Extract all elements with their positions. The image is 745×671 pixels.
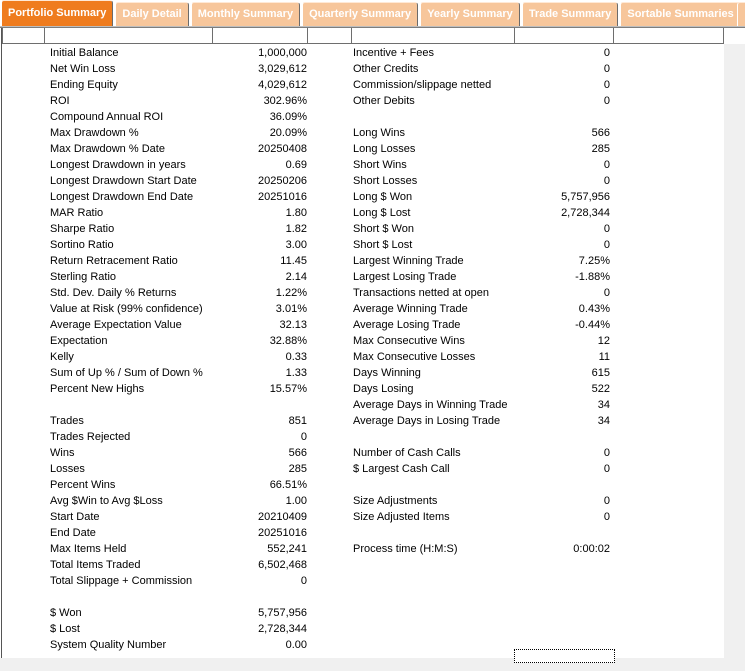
left-label: Sum of Up % / Sum of Down % bbox=[50, 367, 203, 379]
right-value: 0.43% bbox=[578, 303, 610, 315]
left-value: 0.69 bbox=[285, 159, 307, 171]
right-label: Transactions netted at open bbox=[353, 287, 489, 299]
header-cell bbox=[308, 28, 352, 44]
summary-row bbox=[0, 429, 745, 445]
left-label: Avg $Win to Avg $Loss bbox=[50, 495, 163, 507]
summary-row bbox=[0, 349, 745, 365]
tab-sortable-summaries[interactable]: Sortable Summaries bbox=[620, 2, 740, 26]
summary-row bbox=[0, 365, 745, 381]
right-value: -1.88% bbox=[575, 271, 610, 283]
right-value: 0 bbox=[603, 463, 610, 475]
right-label: $ Largest Cash Call bbox=[353, 463, 450, 475]
left-value: 1.82 bbox=[285, 223, 307, 235]
right-value: 5,757,956 bbox=[561, 191, 610, 203]
right-label: Short Wins bbox=[353, 159, 407, 171]
left-label: Initial Balance bbox=[50, 47, 119, 59]
tab-overflow-sliver[interactable] bbox=[737, 2, 745, 26]
summary-row bbox=[0, 445, 745, 461]
left-label: Percent Wins bbox=[50, 479, 116, 491]
summary-row bbox=[0, 253, 745, 269]
right-label: Incentive + Fees bbox=[353, 47, 435, 59]
left-label: Start Date bbox=[50, 511, 100, 523]
summary-row bbox=[0, 109, 745, 125]
left-label: Max Items Held bbox=[50, 543, 127, 555]
left-value: 1.00 bbox=[285, 495, 307, 507]
right-label: Commission/slippage netted bbox=[353, 79, 492, 91]
left-label: Expectation bbox=[50, 335, 108, 347]
right-value: 34 bbox=[597, 415, 610, 427]
left-label: Kelly bbox=[50, 351, 74, 363]
left-value: 36.09% bbox=[269, 111, 307, 123]
left-value: 1.22% bbox=[275, 287, 307, 299]
right-value: 285 bbox=[591, 143, 610, 155]
summary-row bbox=[0, 413, 745, 429]
right-margin-panel bbox=[724, 44, 745, 658]
left-value: 32.88% bbox=[269, 335, 307, 347]
left-label: Average Expectation Value bbox=[50, 319, 182, 331]
right-label: Short $ Lost bbox=[353, 239, 413, 251]
left-value: 11.45 bbox=[280, 255, 307, 267]
tab-yearly-summary[interactable]: Yearly Summary bbox=[420, 2, 520, 26]
left-value: 0 bbox=[300, 431, 307, 443]
summary-row bbox=[0, 93, 745, 109]
tab-daily-detail[interactable]: Daily Detail bbox=[115, 2, 188, 26]
header-cell bbox=[614, 28, 724, 44]
left-label: Trades Rejected bbox=[50, 431, 131, 443]
right-label: Long $ Won bbox=[353, 191, 413, 203]
left-label: $ Lost bbox=[50, 623, 80, 635]
focus-selection-box[interactable] bbox=[514, 649, 615, 663]
right-label: Process time (H:M:S) bbox=[353, 543, 458, 555]
summary-row bbox=[0, 493, 745, 509]
summary-row bbox=[0, 285, 745, 301]
left-label: Ending Equity bbox=[50, 79, 118, 91]
right-label: Average Losing Trade bbox=[353, 319, 461, 331]
right-label: Long Losses bbox=[353, 143, 416, 155]
left-value: 285 bbox=[288, 463, 307, 475]
bottom-margin-panel bbox=[0, 658, 745, 671]
summary-row bbox=[0, 509, 745, 525]
right-label: Long Wins bbox=[353, 127, 405, 139]
summary-row bbox=[0, 461, 745, 477]
summary-row bbox=[0, 573, 745, 589]
left-value: 20251016 bbox=[258, 191, 307, 203]
left-label: Longest Drawdown in years bbox=[50, 159, 186, 171]
right-label: Size Adjustments bbox=[353, 495, 438, 507]
left-label: Longest Drawdown Start Date bbox=[50, 175, 197, 187]
left-value: 6,502,468 bbox=[258, 559, 307, 571]
left-value: 1.33 bbox=[285, 367, 307, 379]
header-cell bbox=[2, 28, 45, 44]
left-label: Max Drawdown % Date bbox=[50, 143, 165, 155]
right-label: Average Winning Trade bbox=[353, 303, 468, 315]
right-label: Max Consecutive Wins bbox=[353, 335, 465, 347]
right-label: Max Consecutive Losses bbox=[353, 351, 476, 363]
right-value: 0 bbox=[603, 175, 610, 187]
summary-row bbox=[0, 397, 745, 413]
left-label: $ Won bbox=[50, 607, 82, 619]
right-value: 0:00:02 bbox=[573, 543, 610, 555]
left-value: 20250206 bbox=[258, 175, 307, 187]
summary-row bbox=[0, 189, 745, 205]
right-value: 0 bbox=[603, 287, 610, 299]
left-label: Total Slippage + Commission bbox=[50, 575, 193, 587]
summary-row bbox=[0, 173, 745, 189]
left-value: 20250408 bbox=[258, 143, 307, 155]
summary-row bbox=[0, 157, 745, 173]
right-label: Size Adjusted Items bbox=[353, 511, 450, 523]
left-value: 851 bbox=[288, 415, 307, 427]
left-value: 4,029,612 bbox=[258, 79, 307, 91]
summary-row bbox=[0, 45, 745, 61]
summary-row bbox=[0, 77, 745, 93]
left-value: 15.57% bbox=[269, 383, 307, 395]
left-value: 66.51% bbox=[269, 479, 307, 491]
left-value: 3,029,612 bbox=[258, 63, 307, 75]
left-value: 566 bbox=[288, 447, 307, 459]
left-value: 3.01% bbox=[275, 303, 307, 315]
right-label: Average Days in Losing Trade bbox=[353, 415, 501, 427]
left-value: 20210409 bbox=[258, 511, 307, 523]
left-value: 1.80 bbox=[285, 207, 307, 219]
right-value: 0 bbox=[603, 63, 610, 75]
left-label: Std. Dev. Daily % Returns bbox=[50, 287, 177, 299]
left-value: 2,728,344 bbox=[258, 623, 307, 635]
tab-monthly-summary[interactable]: Monthly Summary bbox=[191, 2, 300, 26]
left-value: 20.09% bbox=[269, 127, 307, 139]
right-label: Days Winning bbox=[353, 367, 421, 379]
left-label: Compound Annual ROI bbox=[50, 111, 164, 123]
left-label: MAR Ratio bbox=[50, 207, 104, 219]
summary-row bbox=[0, 125, 745, 141]
left-value: 2.14 bbox=[285, 271, 307, 283]
tab-quarterly-summary[interactable]: Quarterly Summary bbox=[302, 2, 418, 26]
summary-row bbox=[0, 477, 745, 493]
left-label: Losses bbox=[50, 463, 85, 475]
right-value: 615 bbox=[591, 367, 610, 379]
tab-portfolio-summary[interactable]: Portfolio Summary bbox=[1, 0, 113, 26]
right-value: 0 bbox=[603, 47, 610, 59]
right-value: 566 bbox=[591, 127, 610, 139]
tab-bar bbox=[0, 0, 745, 26]
right-label: Number of Cash Calls bbox=[353, 447, 461, 459]
left-label: Total Items Traded bbox=[50, 559, 141, 571]
left-value: 3.00 bbox=[285, 239, 307, 251]
left-value: 302.96% bbox=[263, 95, 307, 107]
right-label: Short Losses bbox=[353, 175, 418, 187]
right-value: 0 bbox=[603, 79, 610, 91]
left-label: Sortino Ratio bbox=[50, 239, 114, 251]
left-value: 1,000,000 bbox=[258, 47, 307, 59]
left-label: Wins bbox=[50, 447, 75, 459]
right-label: Other Debits bbox=[353, 95, 415, 107]
right-label: Long $ Lost bbox=[353, 207, 411, 219]
right-value: -0.44% bbox=[575, 319, 610, 331]
left-label: Max Drawdown % bbox=[50, 127, 139, 139]
summary-row bbox=[0, 61, 745, 77]
summary-row bbox=[0, 317, 745, 333]
right-value: 12 bbox=[597, 335, 610, 347]
left-label: Sharpe Ratio bbox=[50, 223, 115, 235]
summary-table bbox=[0, 45, 745, 653]
summary-row bbox=[0, 589, 745, 605]
left-value: 20251016 bbox=[258, 527, 307, 539]
right-value: 34 bbox=[597, 399, 610, 411]
header-cell bbox=[352, 28, 515, 44]
right-label: Short $ Won bbox=[353, 223, 414, 235]
summary-row bbox=[0, 525, 745, 541]
right-value: 0 bbox=[603, 159, 610, 171]
right-value: 0 bbox=[603, 495, 610, 507]
right-label: Largest Winning Trade bbox=[353, 255, 464, 267]
right-label: Days Losing bbox=[353, 383, 414, 395]
left-value: 5,757,956 bbox=[258, 607, 307, 619]
left-label: Sterling Ratio bbox=[50, 271, 117, 283]
header-cell bbox=[45, 28, 213, 44]
right-value: 2,728,344 bbox=[561, 207, 610, 219]
right-value: 0 bbox=[603, 511, 610, 523]
left-value: 552,241 bbox=[267, 543, 307, 555]
right-value: 11 bbox=[598, 351, 610, 363]
summary-row bbox=[0, 621, 745, 637]
left-value: 0.00 bbox=[285, 639, 307, 651]
summary-row bbox=[0, 557, 745, 573]
summary-row bbox=[0, 637, 745, 653]
left-label: Trades bbox=[50, 415, 84, 427]
summary-row bbox=[0, 221, 745, 237]
left-label: Longest Drawdown End Date bbox=[50, 191, 194, 203]
right-label: Average Days in Winning Trade bbox=[353, 399, 508, 411]
right-value: 0 bbox=[603, 223, 610, 235]
right-value: 0 bbox=[603, 95, 610, 107]
left-label: Return Retracement Ratio bbox=[50, 255, 178, 267]
summary-row bbox=[0, 333, 745, 349]
summary-row bbox=[0, 381, 745, 397]
summary-row bbox=[0, 541, 745, 557]
left-label: Value at Risk (99% confidence) bbox=[50, 303, 203, 315]
right-value: 0 bbox=[603, 447, 610, 459]
right-value: 522 bbox=[591, 383, 610, 395]
summary-row bbox=[0, 205, 745, 221]
summary-row bbox=[0, 301, 745, 317]
summary-row bbox=[0, 141, 745, 157]
right-label: Other Credits bbox=[353, 63, 419, 75]
left-label: End Date bbox=[50, 527, 96, 539]
left-label: Net Win Loss bbox=[50, 63, 116, 75]
header-cell bbox=[515, 28, 614, 44]
right-value: 0 bbox=[603, 239, 610, 251]
grid-header-row bbox=[2, 28, 724, 44]
right-label: Largest Losing Trade bbox=[353, 271, 457, 283]
left-value: 0 bbox=[300, 575, 307, 587]
left-label: ROI bbox=[50, 95, 70, 107]
right-value: 7.25% bbox=[578, 255, 610, 267]
left-label: Percent New Highs bbox=[50, 383, 145, 395]
summary-row bbox=[0, 237, 745, 253]
left-label: System Quality Number bbox=[50, 639, 167, 651]
header-cell bbox=[213, 28, 308, 44]
left-value: 0.33 bbox=[285, 351, 307, 363]
tab-trade-summary[interactable]: Trade Summary bbox=[522, 2, 619, 26]
summary-row bbox=[0, 605, 745, 621]
left-value: 32.13 bbox=[279, 319, 307, 331]
summary-row bbox=[0, 269, 745, 285]
